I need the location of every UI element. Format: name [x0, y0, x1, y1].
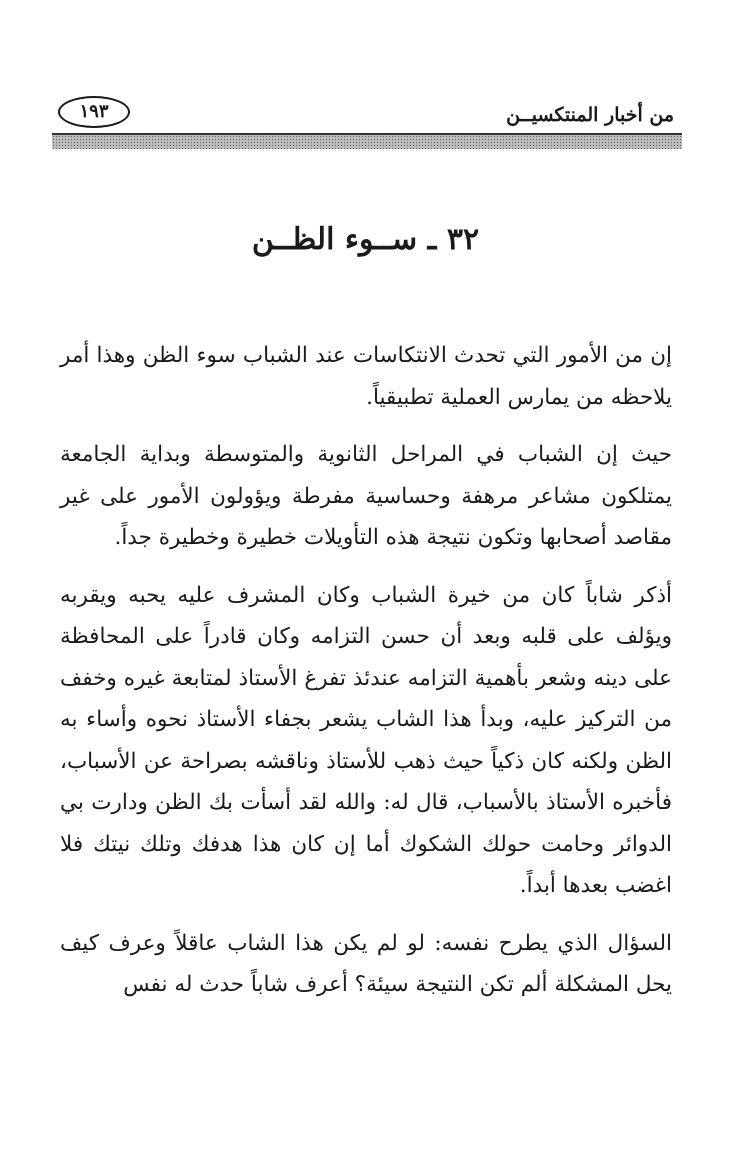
paragraph-2: حيث إن الشباب في المراحل الثانوية والمتوسطة وبداية الجامعة يمتلكون مشاعر مرهفة وحساسية مفرطة ويؤولون الأمور على غير مقاصد أصحابها وتكون نتيجة هذه التأويلات خطيرة وخطيرة جداً.	[60, 442, 672, 550]
header-hatched-rule	[52, 135, 682, 149]
body-text	[60, 335, 672, 1022]
chapter-title: ٣٢ ـ ســوء الظــن	[251, 222, 480, 257]
page-number-badge: ١٩٣	[58, 96, 130, 128]
running-head-title: من أخبار المنتكسيــن	[506, 104, 674, 126]
paragraph-3: أذكر شاباً كان من خيرة الشباب وكان المشرف عليه يحبه ويقربه ويؤلف على قلبه وبعد أن حسن التزامه وكان قادراً على المحافظة على دينه وشعر بأهمية التزامه عندئذ تفرغ الأستاذ لمتابعة غيره وخفف من التركيز عليه، وبدأ هذا الشاب يشعر بجفاء الأستاذ نحوه وأساء به الظن ولكنه كان ذكياً حيث ذهب للأستاذ وناقشه بصراحة عن الأسباب، فأخبره الأستاذ بالأسباب، قال له: والله لقد أسأت بك الظن ودارت بي الدوائر وحامت حولك الشكوك أما إن كان هذا هدفك وتلك نيتك فلا اغضب بعدها أبداً.	[60, 582, 672, 898]
paragraph-4: السؤال الذي يطرح نفسه: لو لم يكن هذا الشاب عاقلاً وعرف كيف يحل المشكلة ألم تكن النتيجة سيئة؟ أعرف شاباً حدث له نفس	[60, 930, 672, 997]
paragraph-1: إن من الأمور التي تحدث الانتكاسات عند الشباب سوء الظن وهذا أمر يلاحظه من يمارس العملية تطبيقياً.	[60, 343, 672, 410]
page-header	[52, 92, 682, 132]
